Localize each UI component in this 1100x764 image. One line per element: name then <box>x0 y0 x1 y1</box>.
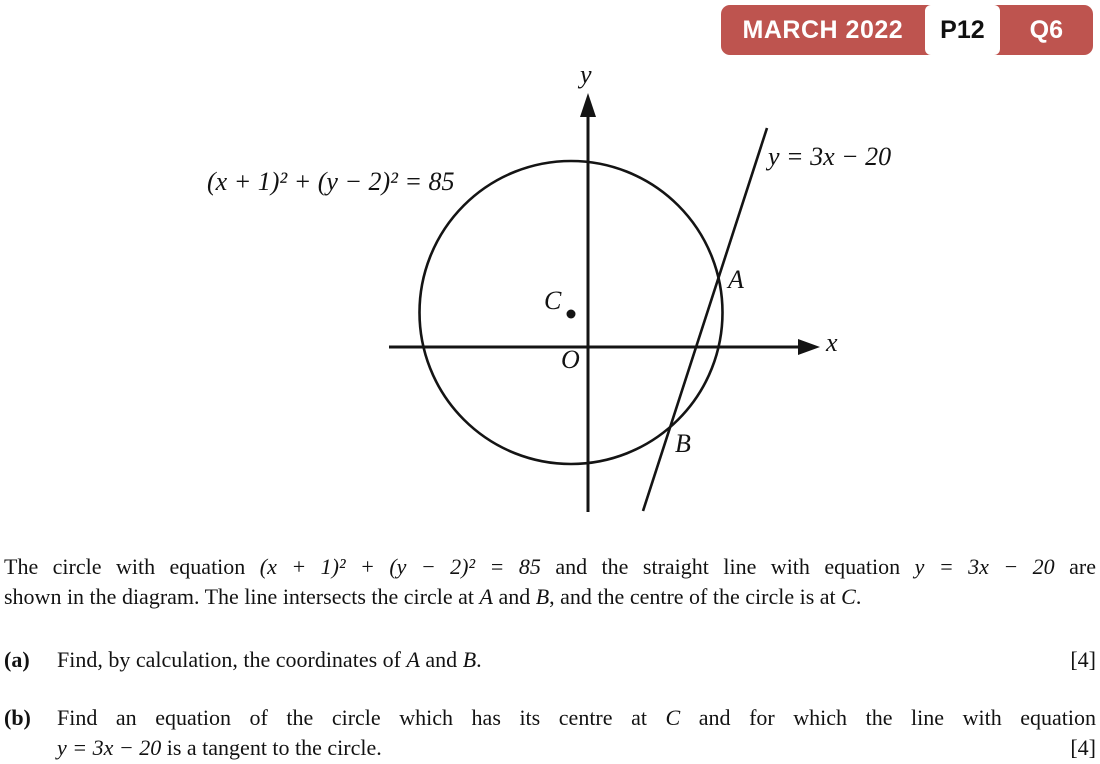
intro-line-1 <box>4 552 1096 582</box>
math-expression: y = 3x − 20 <box>57 735 162 760</box>
part-a-text <box>57 645 482 675</box>
part-b-row-2 <box>4 733 1096 763</box>
intro-text: and the straight line with equation <box>540 554 915 579</box>
intro-text: , and the centre of the circle is at <box>549 584 842 609</box>
part-a-text-seg: . <box>476 647 482 672</box>
line-y-3x-minus-20 <box>643 128 767 511</box>
question-number-label: Q6 <box>1029 15 1063 44</box>
intro-line-2 <box>4 582 1096 612</box>
session-label: MARCH 2022 <box>742 15 904 44</box>
circle-equation-label: (x + 1)² + (y − 2)² = 85 <box>207 167 455 196</box>
part-b-label: (b) <box>4 705 31 730</box>
part-a-label: (a) <box>4 647 30 672</box>
math-var: B <box>462 647 477 672</box>
part-a-row <box>4 645 1096 675</box>
math-var: C <box>665 705 681 730</box>
part-b-text-line-1 <box>57 703 1096 733</box>
part-a-marks: [4] <box>1070 647 1096 672</box>
problem-text-block <box>4 552 1096 763</box>
intro-text: . <box>855 584 862 609</box>
paper-label: P12 <box>925 5 999 55</box>
y-axis-arrowhead-icon <box>580 93 596 117</box>
part-b-row-1 <box>4 703 1096 733</box>
math-expression: y = 3x − 20 <box>914 554 1055 579</box>
intro-text: shown in the diagram. The line intersects the circle at <box>4 584 480 609</box>
part-b-text-line-2 <box>57 733 382 763</box>
point-b-label: B <box>675 429 691 458</box>
part-b-text-seg: and for which the line with equation <box>680 705 1096 730</box>
intro-text: The circle with equation <box>4 554 260 579</box>
intro-text: and <box>492 584 536 609</box>
y-axis-label: y <box>580 60 592 89</box>
part-a-text-seg: and <box>419 647 463 672</box>
centre-dot <box>567 310 576 319</box>
part-b-marks: [4] <box>1070 735 1096 760</box>
centre-label: C <box>544 286 562 315</box>
line-equation-label: y = 3x − 20 <box>768 142 892 171</box>
point-a-label: A <box>728 265 744 294</box>
math-expression: (x + 1)² + (y − 2)² = 85 <box>259 554 541 579</box>
part-b-text-seg: is a tangent to the circle. <box>161 735 382 760</box>
math-var: A <box>479 584 493 609</box>
math-var: A <box>406 647 420 672</box>
x-axis-label: x <box>826 328 838 357</box>
math-var: B <box>535 584 550 609</box>
math-var: C <box>841 584 856 609</box>
part-a-text-seg: Find, by calculation, the coordinates of <box>57 647 407 672</box>
part-b-text-seg: Find an equation of the circle which has its centre at <box>57 705 666 730</box>
x-axis-arrowhead-icon <box>798 339 820 355</box>
intro-text: are <box>1054 554 1096 579</box>
origin-label: O <box>561 345 580 374</box>
